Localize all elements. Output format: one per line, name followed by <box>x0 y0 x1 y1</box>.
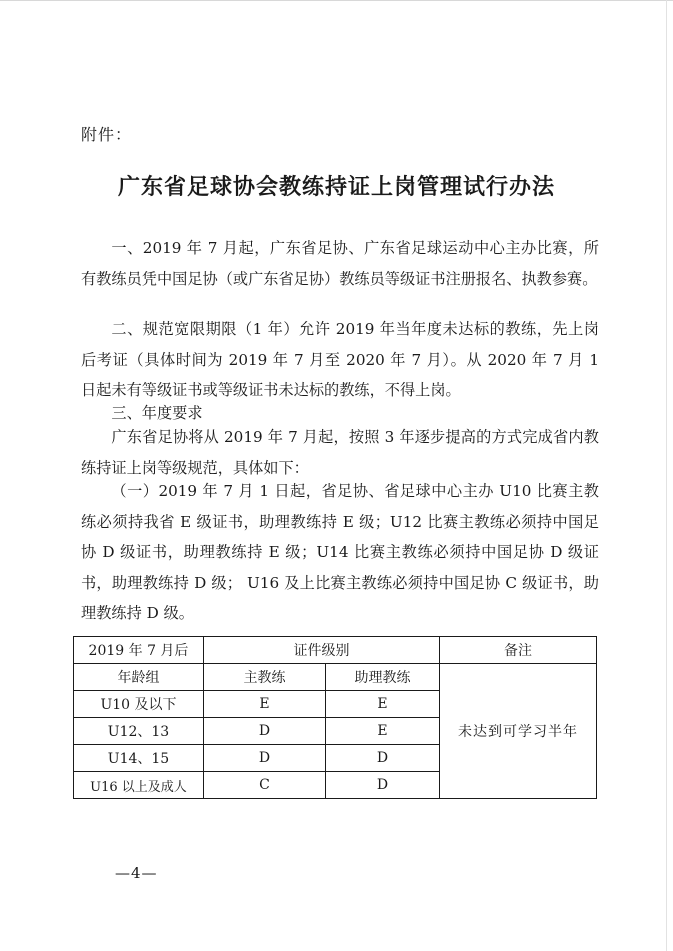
paragraph-4: 广东省足协将从 2019 年 7 月起，按照 3 年逐步提高的方式完成省内教练持证上岗等级规范，具体如下： <box>81 428 599 477</box>
cell-assistant: E <box>326 691 440 718</box>
header-assistant-coach: 助理教练 <box>326 664 440 691</box>
header-period: 2019 年 7 月后 <box>74 637 204 664</box>
cell-head: D <box>204 718 326 745</box>
cell-age: U12、13 <box>74 718 204 745</box>
header-cert-level: 证件级别 <box>204 637 440 664</box>
cell-age: U14、15 <box>74 745 204 772</box>
page-number: —4— <box>115 864 158 882</box>
cell-age: U16 以上及成人 <box>74 772 204 799</box>
cell-assistant: D <box>326 772 440 799</box>
table-subheader-row <box>74 664 597 691</box>
paragraph-3: 三、年度要求 <box>111 404 203 422</box>
header-note: 备注 <box>440 637 597 664</box>
page-edge-top <box>0 0 673 1</box>
paragraph-1: 一、2019 年 7 月起，广东省足协、广东省足球运动中心主办比赛，所有教练员凭中国足协（或广东省足协）教练员等级证书注册报名、执教参赛。 <box>81 239 599 288</box>
page-edge-right <box>666 0 667 951</box>
note-cell: 未达到可学习半年 <box>440 664 597 799</box>
paragraph-5: （一）2019 年 7 月 1 日起，省足协、省足球中心主办 U10 比赛主教练必须持我省 E 级证书，助理教练持 E 级；U12 比赛主教练必须持中国足协 D 级证书，助理教练持 E 级；U14 比赛主教练必须持中国足协 D 级证书，助理教练持 D 级； U16 及上比赛主教练必须持中国足协 C 级证书，助理教练持 D 级。 <box>81 482 599 622</box>
header-head-coach: 主教练 <box>204 664 326 691</box>
cell-head: E <box>204 691 326 718</box>
certificate-table <box>73 636 597 799</box>
cell-age: U10 及以下 <box>74 691 204 718</box>
table-header-row <box>74 637 597 664</box>
cell-head: C <box>204 772 326 799</box>
paragraph-2: 二、规范宽限期限（1 年）允许 2019 年当年度未达标的教练，先上岗后考证（具体时间为 2019 年 7 月至 2020 年 7 月）。从 2020 年 7 月 1 日起未有等级证书或等级证书未达标的教练，不得上岗。 <box>81 320 599 399</box>
cell-assistant: D <box>326 745 440 772</box>
attachment-label: 附件： <box>81 125 133 144</box>
document-title: 广东省足球协会教练持证上岗管理试行办法 <box>117 175 555 200</box>
cell-head: D <box>204 745 326 772</box>
cell-assistant: E <box>326 718 440 745</box>
header-age-group: 年龄组 <box>74 664 204 691</box>
